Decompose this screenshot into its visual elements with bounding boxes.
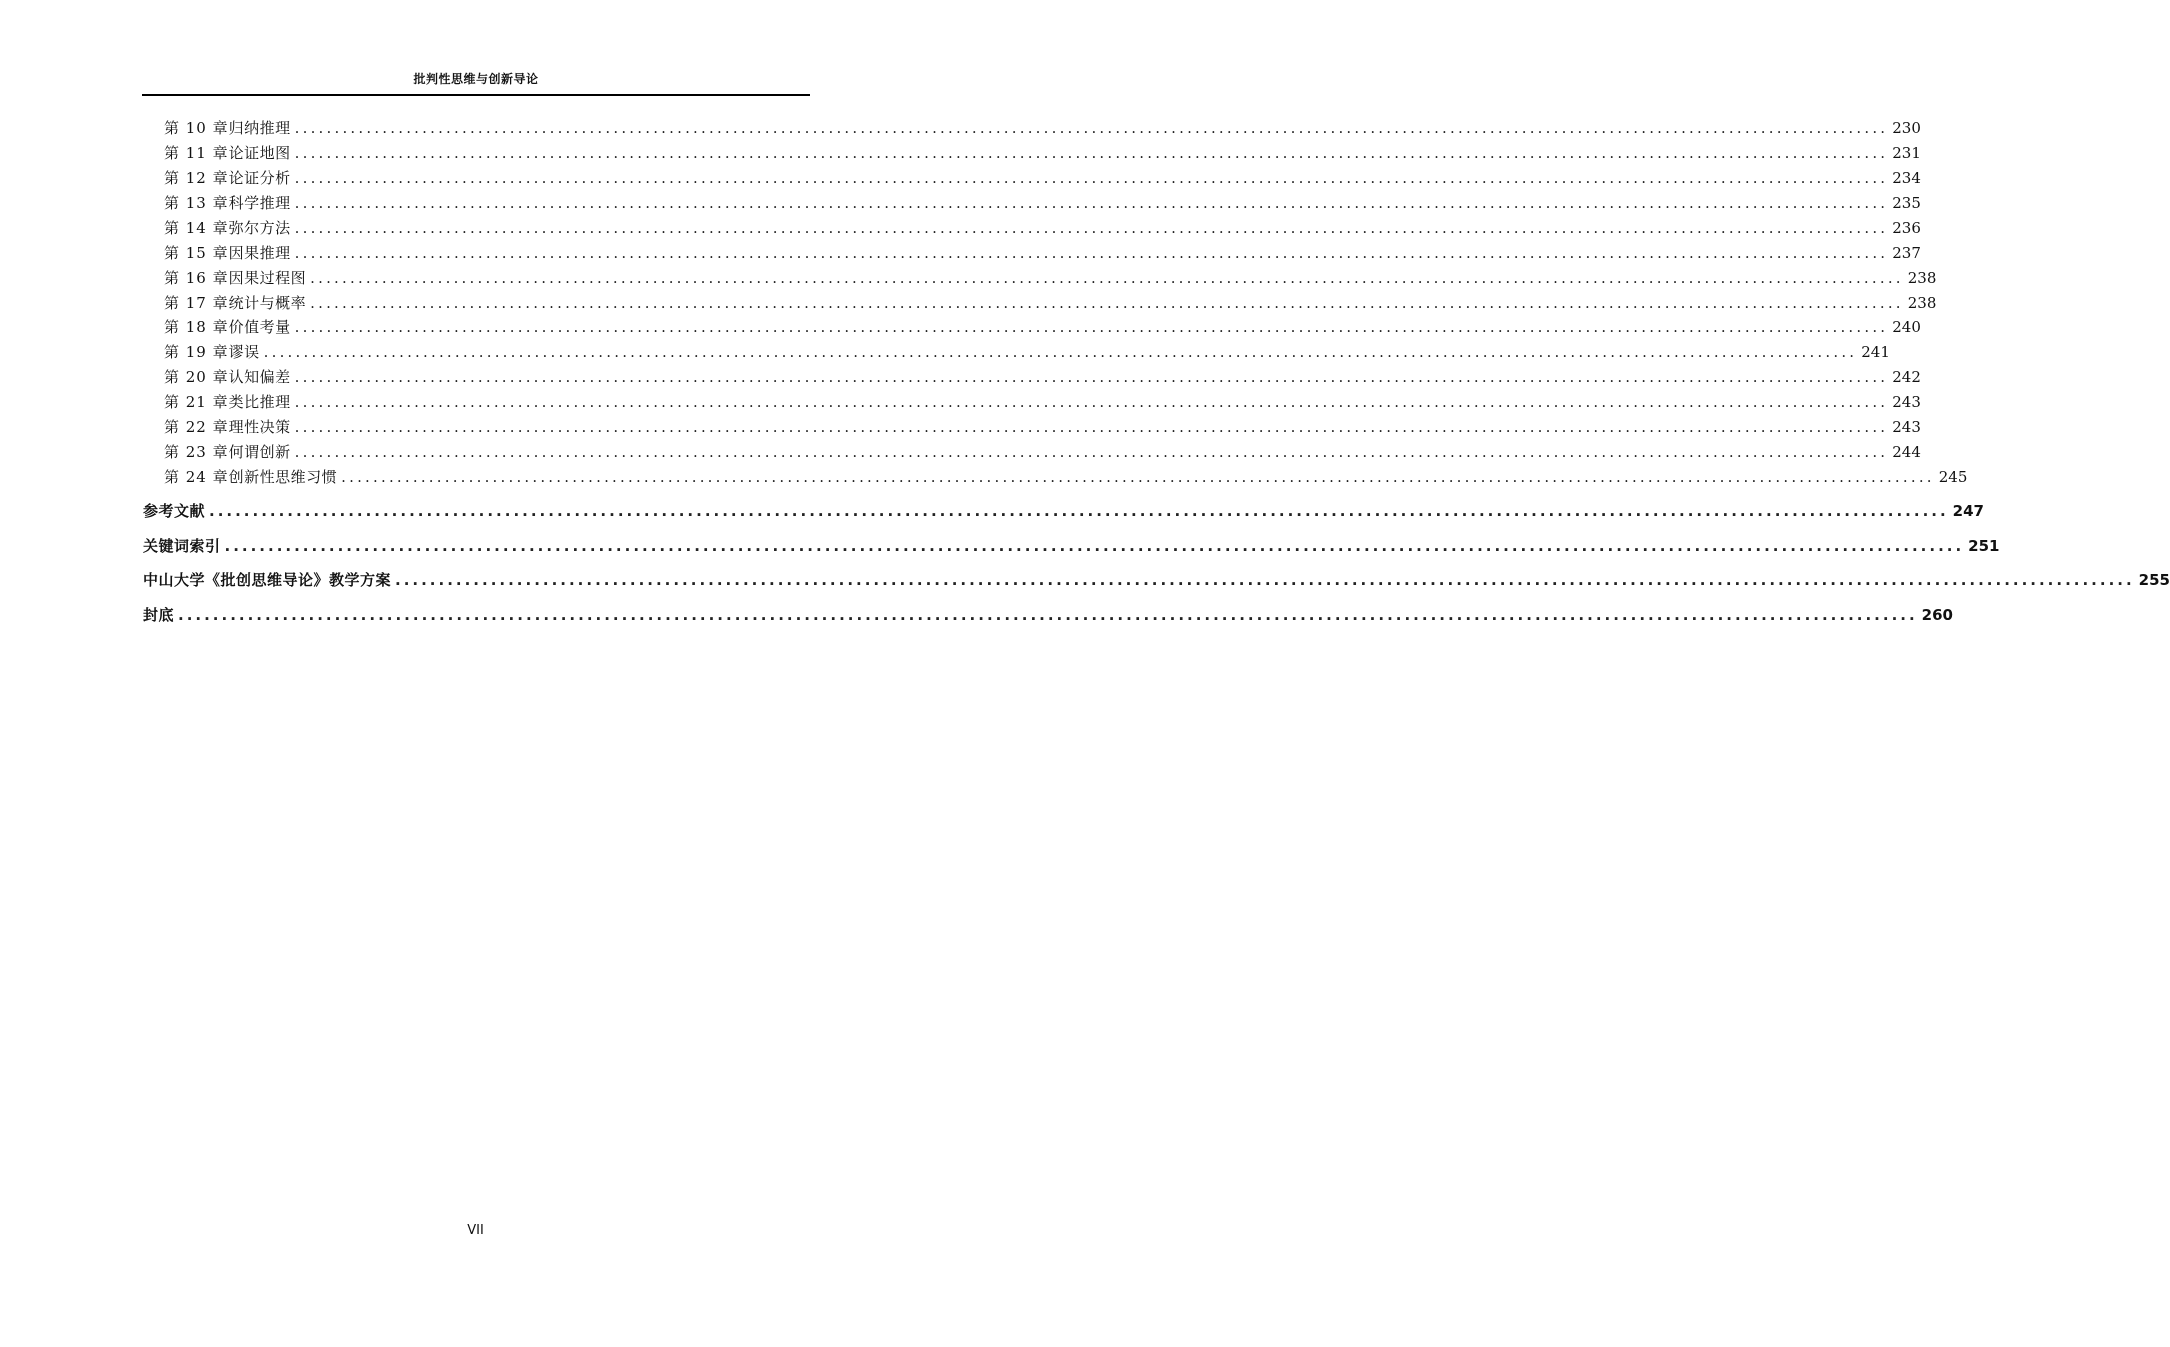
page-number: 235 bbox=[1892, 194, 1921, 212]
dot-leader: ........................................................................................................................................................................................................ bbox=[263, 343, 1858, 361]
toc-section-entry[interactable] bbox=[143, 569, 2170, 603]
chapter-number: 第 19 章 bbox=[164, 343, 229, 361]
page-number: 260 bbox=[1921, 606, 1953, 624]
chapter-number: 第 15 章 bbox=[164, 244, 229, 262]
toc-entry[interactable] bbox=[164, 192, 1921, 217]
dot-leader: ........................................................................................................................................................................................................ bbox=[341, 468, 1935, 486]
dot-leader: ........................................................................................................................................................................................................ bbox=[294, 219, 1889, 237]
dot-leader: ........................................................................................................................................................................................................ bbox=[294, 194, 1889, 212]
toc-entry[interactable] bbox=[164, 117, 1921, 142]
page-number: 255 bbox=[2138, 571, 2170, 589]
chapter-title: 价值考量 bbox=[228, 318, 291, 336]
toc-entry[interactable] bbox=[164, 217, 1921, 242]
page-footer-number: VII bbox=[467, 1223, 484, 1238]
page-number: 234 bbox=[1892, 169, 1921, 187]
chapter-number: 第 24 章 bbox=[164, 468, 229, 486]
chapter-title: 创新性思维习惯 bbox=[228, 468, 338, 486]
page-number: 231 bbox=[1892, 144, 1921, 162]
toc-entry[interactable] bbox=[164, 366, 1921, 391]
toc-section-entry[interactable] bbox=[143, 604, 1953, 638]
chapter-title: 理性决策 bbox=[228, 418, 291, 436]
chapter-number: 第 17 章 bbox=[164, 294, 229, 312]
toc-entry[interactable] bbox=[164, 167, 1921, 192]
page-number: 242 bbox=[1892, 368, 1921, 386]
chapter-number: 第 13 章 bbox=[164, 194, 229, 212]
toc-entry[interactable] bbox=[164, 316, 1921, 341]
section-title: 参考文献 bbox=[143, 502, 206, 520]
dot-leader: ........................................................................................................................................................................................................ bbox=[395, 571, 2135, 589]
page-number: 238 bbox=[1907, 269, 1937, 287]
page-number: 243 bbox=[1892, 393, 1921, 411]
dot-leader: ........................................................................................................................................................................................................ bbox=[294, 318, 1889, 336]
page-number: 241 bbox=[1861, 343, 1890, 361]
chapter-title: 认知偏差 bbox=[228, 368, 291, 386]
toc-entry[interactable] bbox=[164, 441, 1921, 466]
toc-entry[interactable] bbox=[164, 416, 1921, 441]
dot-leader: ........................................................................................................................................................................................................ bbox=[224, 537, 1965, 555]
chapter-number: 第 14 章 bbox=[164, 219, 229, 237]
chapter-title: 类比推理 bbox=[228, 393, 291, 411]
page-number: 243 bbox=[1892, 418, 1921, 436]
chapter-title: 何谓创新 bbox=[228, 443, 291, 461]
dot-leader: ........................................................................................................................................................................................................ bbox=[294, 443, 1889, 461]
page-number: 244 bbox=[1892, 443, 1921, 461]
header-rule bbox=[142, 94, 810, 96]
dot-leader: ........................................................................................................................................................................................................ bbox=[294, 169, 1889, 187]
chapter-number: 第 21 章 bbox=[164, 393, 229, 411]
dot-leader: ........................................................................................................................................................................................................ bbox=[310, 294, 1904, 312]
chapter-number: 第 20 章 bbox=[164, 368, 229, 386]
chapter-title: 科学推理 bbox=[228, 194, 291, 212]
chapter-number: 第 16 章 bbox=[164, 269, 229, 287]
page-number: 238 bbox=[1907, 294, 1937, 312]
chapter-title: 归纳推理 bbox=[228, 119, 291, 137]
page-number: 245 bbox=[1938, 468, 1968, 486]
toc-entry[interactable] bbox=[164, 341, 1890, 366]
toc-entry[interactable] bbox=[164, 391, 1921, 416]
section-title: 封底 bbox=[143, 606, 175, 624]
chapter-title: 论证分析 bbox=[228, 169, 291, 187]
toc-section-entry[interactable] bbox=[143, 535, 2000, 569]
chapter-number: 第 18 章 bbox=[164, 318, 229, 336]
toc-entry[interactable] bbox=[164, 466, 1968, 491]
chapter-number: 第 22 章 bbox=[164, 418, 229, 436]
dot-leader: ........................................................................................................................................................................................................ bbox=[294, 368, 1889, 386]
chapter-title: 谬误 bbox=[228, 343, 260, 361]
dot-leader: ........................................................................................................................................................................................................ bbox=[310, 269, 1904, 287]
toc-section-entry[interactable] bbox=[143, 500, 1984, 534]
running-title: 批判性思维与创新导论 bbox=[413, 72, 539, 86]
page-number: 237 bbox=[1892, 244, 1921, 262]
page-number: 240 bbox=[1892, 318, 1921, 336]
dot-leader: ........................................................................................................................................................................................................ bbox=[294, 418, 1889, 436]
dot-leader: ........................................................................................................................................................................................................ bbox=[294, 144, 1889, 162]
chapter-title: 因果推理 bbox=[228, 244, 291, 262]
dot-leader: ........................................................................................................................................................................................................ bbox=[209, 502, 1949, 520]
dot-leader: ........................................................................................................................................................................................................ bbox=[294, 244, 1889, 262]
chapter-number: 第 12 章 bbox=[164, 169, 229, 187]
toc-entry[interactable] bbox=[164, 267, 1937, 292]
toc-entry[interactable] bbox=[164, 142, 1921, 167]
section-title: 中山大学《批创思维导论》教学方案 bbox=[143, 571, 392, 589]
section-title: 关键词索引 bbox=[143, 537, 221, 555]
dot-leader: ........................................................................................................................................................................................................ bbox=[294, 393, 1889, 411]
toc-entry[interactable] bbox=[164, 242, 1921, 267]
toc-entry[interactable] bbox=[164, 292, 1937, 317]
chapter-title: 弥尔方法 bbox=[228, 219, 291, 237]
chapter-number: 第 11 章 bbox=[164, 144, 229, 162]
dot-leader: ........................................................................................................................................................................................................ bbox=[178, 606, 1918, 624]
chapter-number: 第 23 章 bbox=[164, 443, 229, 461]
page-number: 247 bbox=[1952, 502, 1984, 520]
chapter-title: 论证地图 bbox=[228, 144, 291, 162]
chapter-number: 第 10 章 bbox=[164, 119, 229, 137]
chapter-title: 因果过程图 bbox=[228, 269, 307, 287]
page-number: 236 bbox=[1892, 219, 1921, 237]
page-number: 251 bbox=[1968, 537, 2000, 555]
page-number: 230 bbox=[1892, 119, 1921, 137]
dot-leader: ........................................................................................................................................................................................................ bbox=[294, 119, 1889, 137]
chapter-title: 统计与概率 bbox=[228, 294, 307, 312]
